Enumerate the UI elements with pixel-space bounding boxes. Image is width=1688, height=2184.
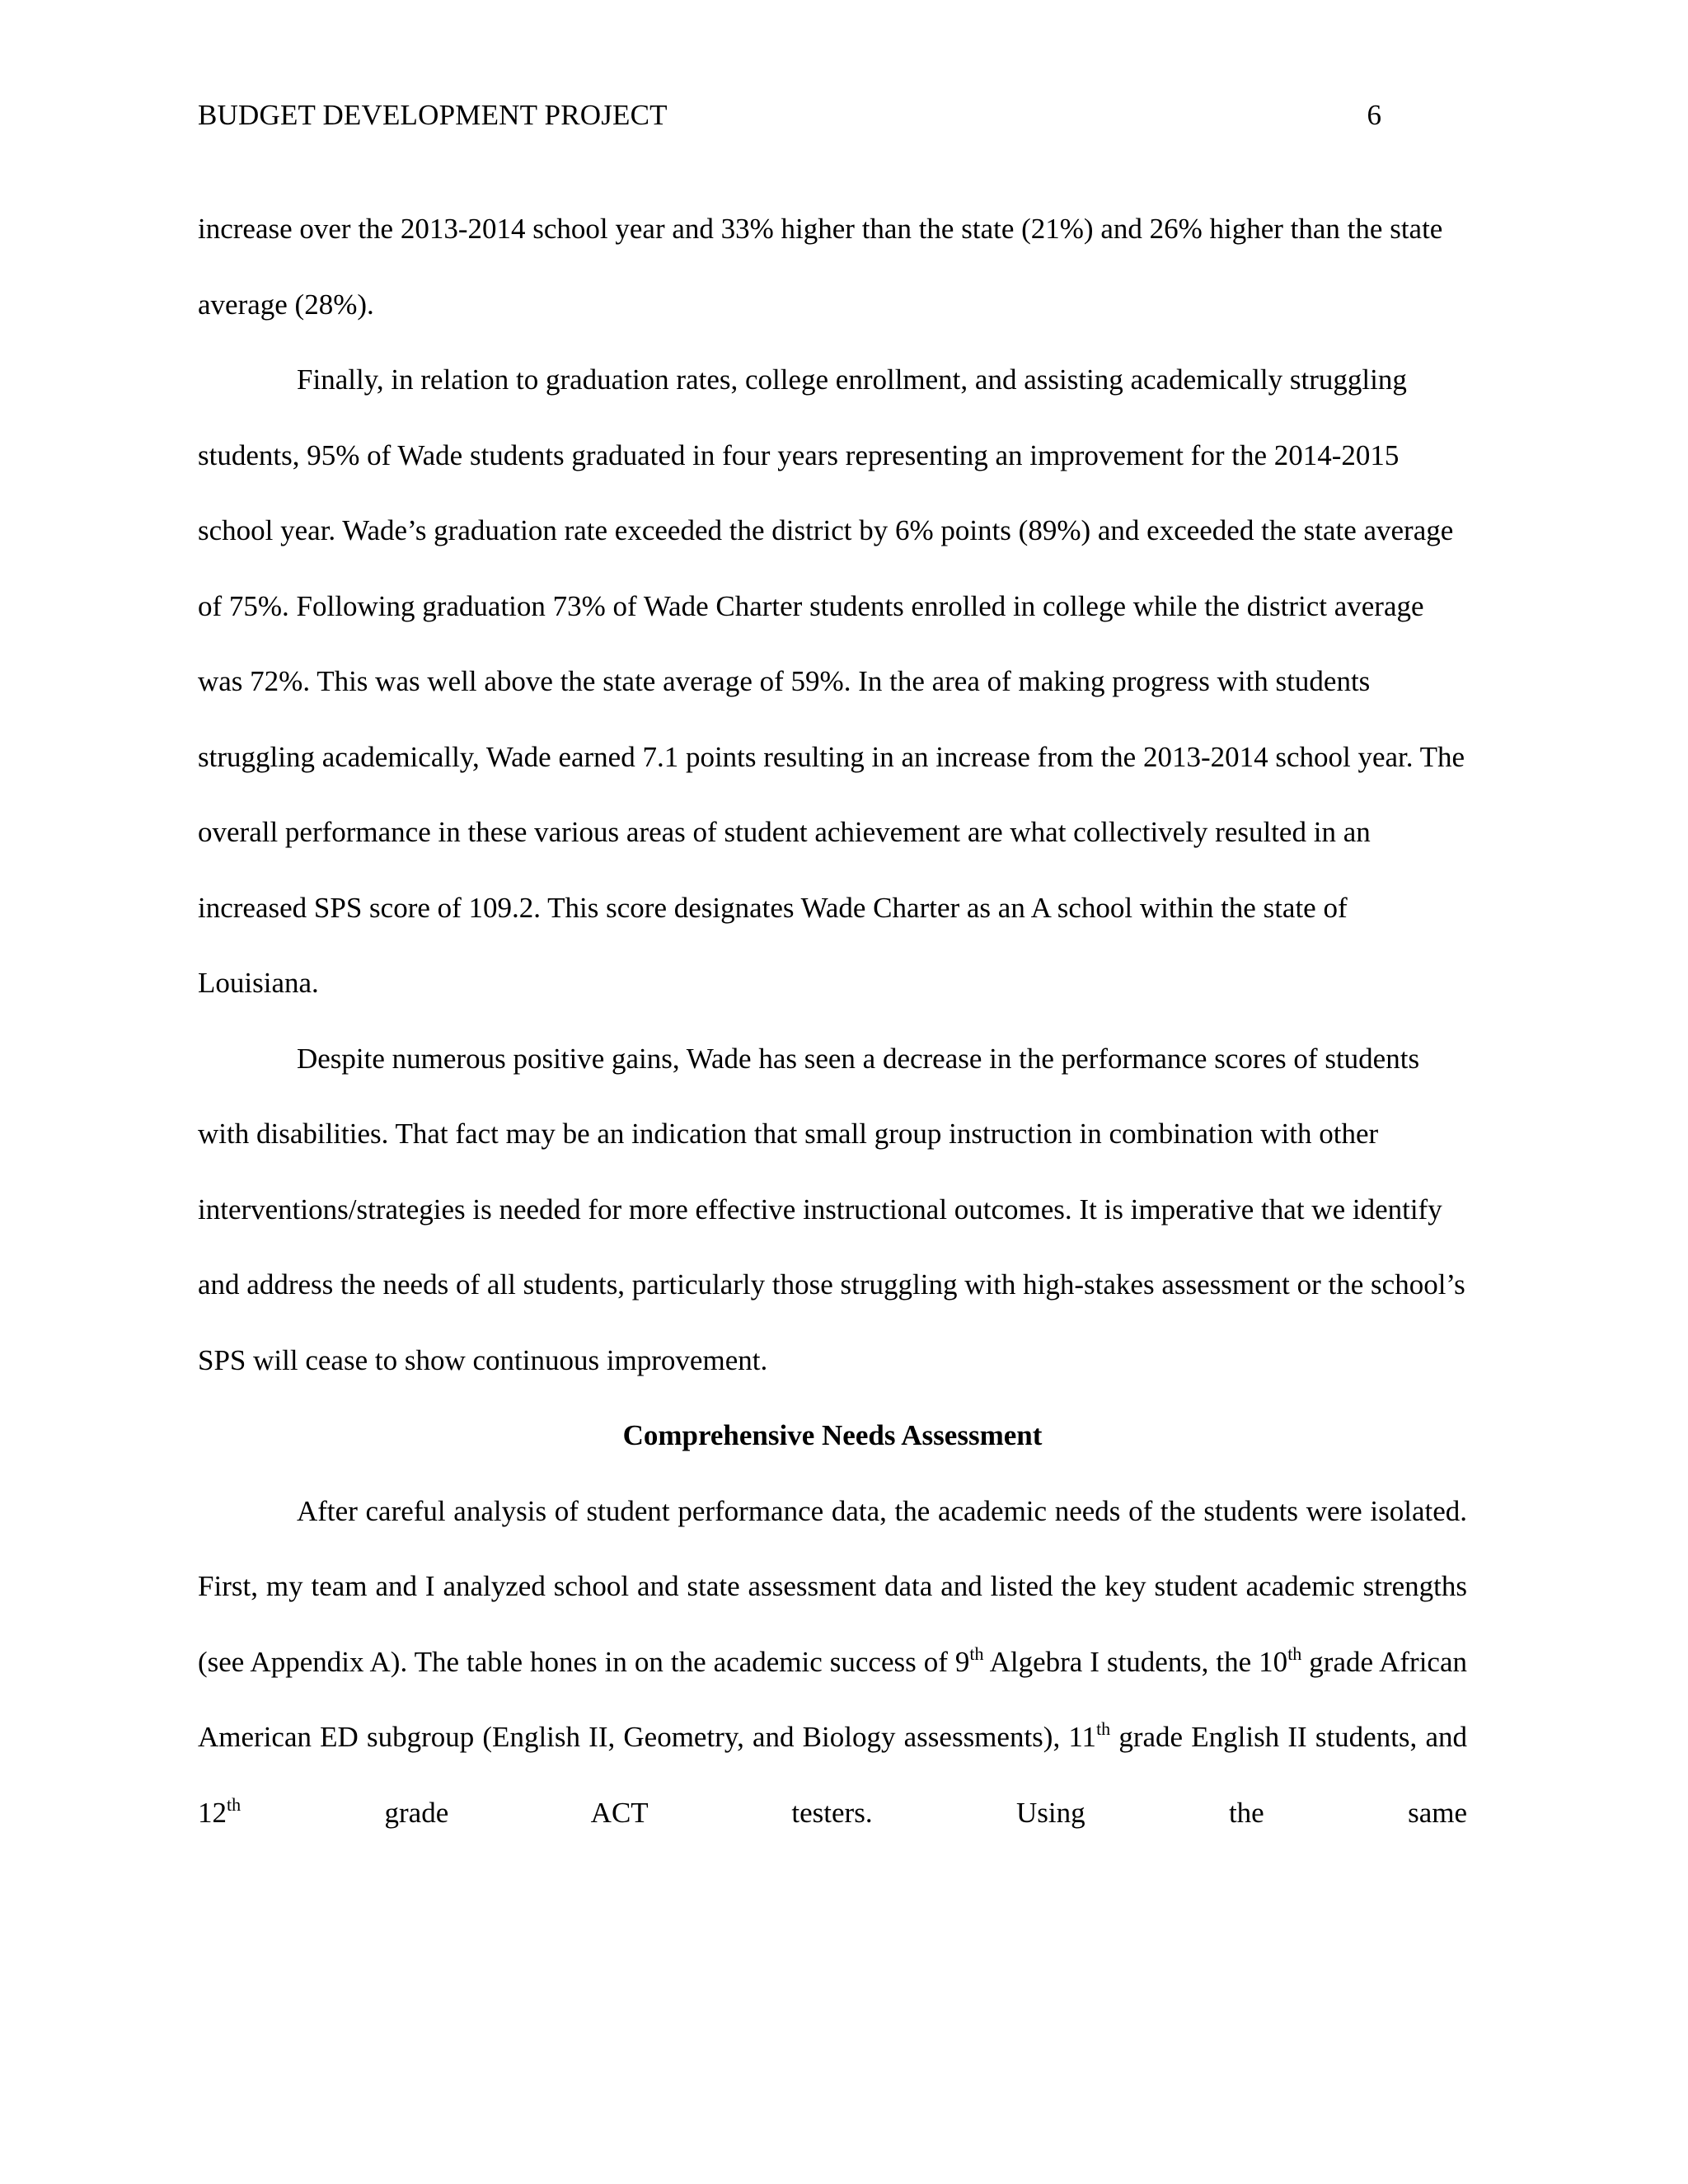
ordinal-suffix: th — [1096, 1718, 1111, 1739]
needs-text-5: grade ACT testers. Using the same — [241, 1796, 1467, 1829]
body-text — [198, 191, 1467, 1850]
paragraph-students-with-disabilities: Despite numerous positive gains, Wade has seen a decrease in the performance scores of students with disabilities. That fact may be an indication that small group instruction in combination with other interventions/strategies is needed for more effective instructional outcomes. It is imperative that we identify and address the needs of all students, particularly those struggling with high-stakes assessment or the school’s SPS will cease to show continuous improvement. — [198, 1042, 1465, 1376]
needs-text-1: After careful analysis of student performance data, the academic needs of the students were isolated. First, my team and I analyzed school and state assessment data and listed the key student academic strengths (see Appendix A). The table hones in on the academic success of 9 — [198, 1494, 1467, 1678]
ordinal-suffix: th — [969, 1643, 984, 1664]
needs-text-2: Algebra I students, the 10 — [983, 1645, 1288, 1678]
paragraph-needs-assessment — [198, 1474, 1467, 1851]
section-heading: Comprehensive Needs Assessment — [622, 1419, 1043, 1451]
page-number: 6 — [1367, 99, 1381, 131]
running-head: BUDGET DEVELOPMENT PROJECT — [198, 99, 668, 131]
ordinal-suffix: th — [227, 1793, 241, 1815]
paragraph-continuation: increase over the 2013-2014 school year and 33% higher than the state (21%) and 26% higher than the state average (28%). — [198, 213, 1443, 321]
paragraph-graduation-rates: Finally, in relation to graduation rates, college enrollment, and assisting academically struggling students, 95% of Wade students graduated in four years representing an improvement for the 2014-2015 school year. Wade’s graduation rate exceeded the district by 6% points (89%) and exceeded the state average of 75%. Following graduation 73% of Wade Charter students enrolled in college while the district average was 72%. This was well above the state average of 59%. In the area of making progress with students struggling academically, Wade earned 7.1 points resulting in an increase from the 2013-2014 school year. The overall performance in these various areas of student achievement are what collectively resulted in an increased SPS score of 109.2. This score designates Wade Charter as an A school within the state of Louisiana. — [198, 363, 1465, 999]
needs-text-4: grade English II students, and 12 — [198, 1721, 1467, 1829]
ordinal-suffix: th — [1287, 1643, 1302, 1664]
needs-text-3: grade African American ED subgroup (English II, Geometry, and Biology assessments), 11 — [198, 1645, 1467, 1753]
